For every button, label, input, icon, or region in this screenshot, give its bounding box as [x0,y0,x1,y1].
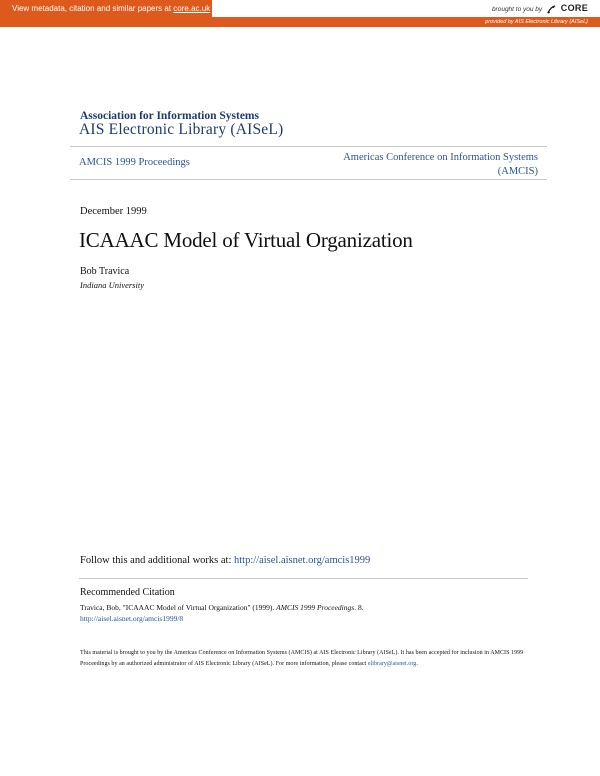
notice-end: . [416,661,418,667]
core-link[interactable]: core.ac.uk [173,4,211,13]
header-divider-bottom [70,179,547,180]
citation-prefix: Travica, Bob, "ICAAAC Model of Virtual Organization" (1999). [80,603,277,612]
publication-date: December 1999 [80,206,147,217]
citation-link[interactable]: http://aisel.aisnet.org/amcis1999/8 [80,614,184,623]
conference-link-line1: Americas Conference on Information Systems [343,152,538,163]
conference-link-line2: (AMCIS) [497,166,538,177]
notice-text: This material is brought to you by the Americas Conference on Information Systems (AMCIS) at AIS Electronic Library (AISeL). It has been accepted for inclusion in AMCIS 1999 Proceedings by an authorized administrator of AIS Electronic Library (AISeL). For more information, please contact [80,650,524,667]
core-logo-icon [546,4,557,15]
core-wordmark: CORE [560,3,588,13]
core-brought-text: brought to you by [491,6,543,13]
header-divider-top [70,146,547,147]
author-name: Bob Travica [80,266,130,277]
author-affiliation: Indiana University [80,280,144,290]
follow-line [80,555,370,566]
citation-text [80,602,520,624]
citation-suffix: . 8. [354,603,364,612]
proceedings-link[interactable]: AMCIS 1999 Proceedings [79,157,190,168]
core-brought-by [492,0,588,17]
core-banner [0,0,600,27]
recommended-citation-heading: Recommended Citation [80,587,175,598]
core-provided-by: provided by AIS Electronic Library (AISeL) [0,17,600,27]
follow-text: Follow this and additional works at: [80,555,234,566]
core-metadata-text: View metadata, citation and similar papers at [12,4,174,13]
follow-link[interactable]: http://aisel.aisnet.org/amcis1999 [234,555,371,566]
paper-title: ICAAAC Model of Virtual Organization [79,228,413,252]
core-metadata-bar [0,0,212,17]
org-name: Association for Information Systems [80,110,259,122]
citation-divider [79,578,528,579]
access-notice [80,648,530,670]
library-name-link[interactable]: AIS Electronic Library (AISeL) [79,121,284,138]
conference-link[interactable] [298,151,538,179]
contact-email-link[interactable]: elibrary@aisnet.org [367,661,417,667]
citation-proceedings: AMCIS 1999 Proceedings [276,603,355,612]
